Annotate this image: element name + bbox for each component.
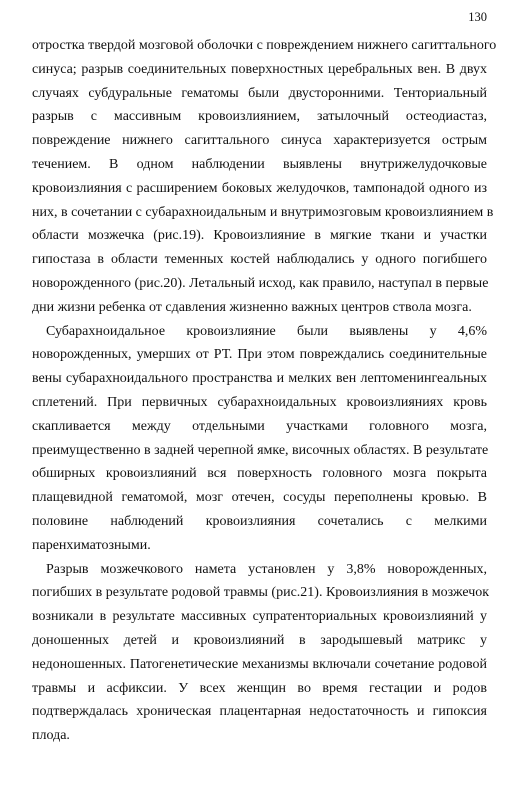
page-number: 130 xyxy=(468,10,487,24)
text-line: новорожденных, умерших от РТ. При этом повреждались соединительные xyxy=(32,347,487,363)
text-line: половине наблюдений кровоизлияния сочетались с мелкими xyxy=(32,513,487,529)
text-line: гипостаза в области теменных костей наблюдались у одного погибшего xyxy=(32,252,487,268)
text-line: паренхиматозными. xyxy=(32,537,151,553)
text-line: новорожденного (рис.20). Летальный исход, как правило, наступал в первые xyxy=(32,275,489,291)
text-line: возникали в результате массивных супратенториальных кровоизлияний у xyxy=(32,609,487,625)
document-body xyxy=(32,34,497,748)
paragraph xyxy=(32,558,490,748)
text-line: преимущественно в задней черепной ямке, височных областях. В результате xyxy=(32,442,489,458)
text-line: синуса; разрыв соединительных поверхностных церебральных вен. В двух xyxy=(32,61,487,77)
text-line: плода. xyxy=(32,728,70,744)
text-line: течением. В одном наблюдении выявлены внутрижелудочковые xyxy=(32,156,487,172)
text-line: доношенных детей и кровоизлияний в зародышевый матрикс у xyxy=(32,632,487,648)
text-line: отростка твердой мозговой оболочки с повреждением нижнего сагиттального xyxy=(32,38,497,53)
text-line: области мозжечка (рис.19). Кровоизлияние в мягкие ткани и участки xyxy=(32,228,487,244)
text-line: погибших в результате родовой травмы (рис.21). Кровоизлияния в мозжечок xyxy=(32,585,490,601)
text-line: них, в сочетании с субарахноидальным и внутримозговым кровоизлиянием в xyxy=(32,204,494,220)
text-line: кровоизлияния с расширением боковых желудочков, тампонадой одного из xyxy=(32,180,487,196)
text-line: скапливается между отдельными участками головного мозга, xyxy=(32,418,487,434)
text-line: сплетений. При первичных субарахноидальных кровоизлияниях кровь xyxy=(32,394,487,410)
text-line: разрыв с массивным кровоизлиянием, затылочный остеодиастаз, xyxy=(32,109,487,125)
text-line: повреждение нижнего сагиттального синуса характеризуется острым xyxy=(32,133,487,149)
text-line: вены субарахноидального пространства и мелких вен лептоменингеальных xyxy=(32,371,487,387)
text-line: подтверждалась хроническая плацентарная недостаточность и гипоксия xyxy=(32,704,487,720)
text-line: дни жизни ребенка от сдавления жизненно важных центров ствола мозга. xyxy=(32,299,472,315)
text-line: травмы и асфиксии. У всех женщин во время гестации и родов xyxy=(32,680,487,696)
paragraph xyxy=(32,320,487,558)
text-line: Разрыв мозжечкового намета установлен у 3,8% новорожденных, xyxy=(46,561,487,577)
text-line: случаях субдуральные гематомы были двусторонними. Тенториальный xyxy=(32,85,487,101)
text-line: обширных кровоизлияний вся поверхность головного мозга покрыта xyxy=(32,466,487,482)
text-line: недоношенных. Патогенетические механизмы включали сочетание родовой xyxy=(32,656,487,672)
text-line: плащевидной гематомой, мозг отечен, сосуды переполнены кровью. В xyxy=(32,490,487,506)
paragraph xyxy=(32,34,497,320)
text-line: Субарахноидальное кровоизлияние были выявлены у 4,6% xyxy=(46,323,487,339)
